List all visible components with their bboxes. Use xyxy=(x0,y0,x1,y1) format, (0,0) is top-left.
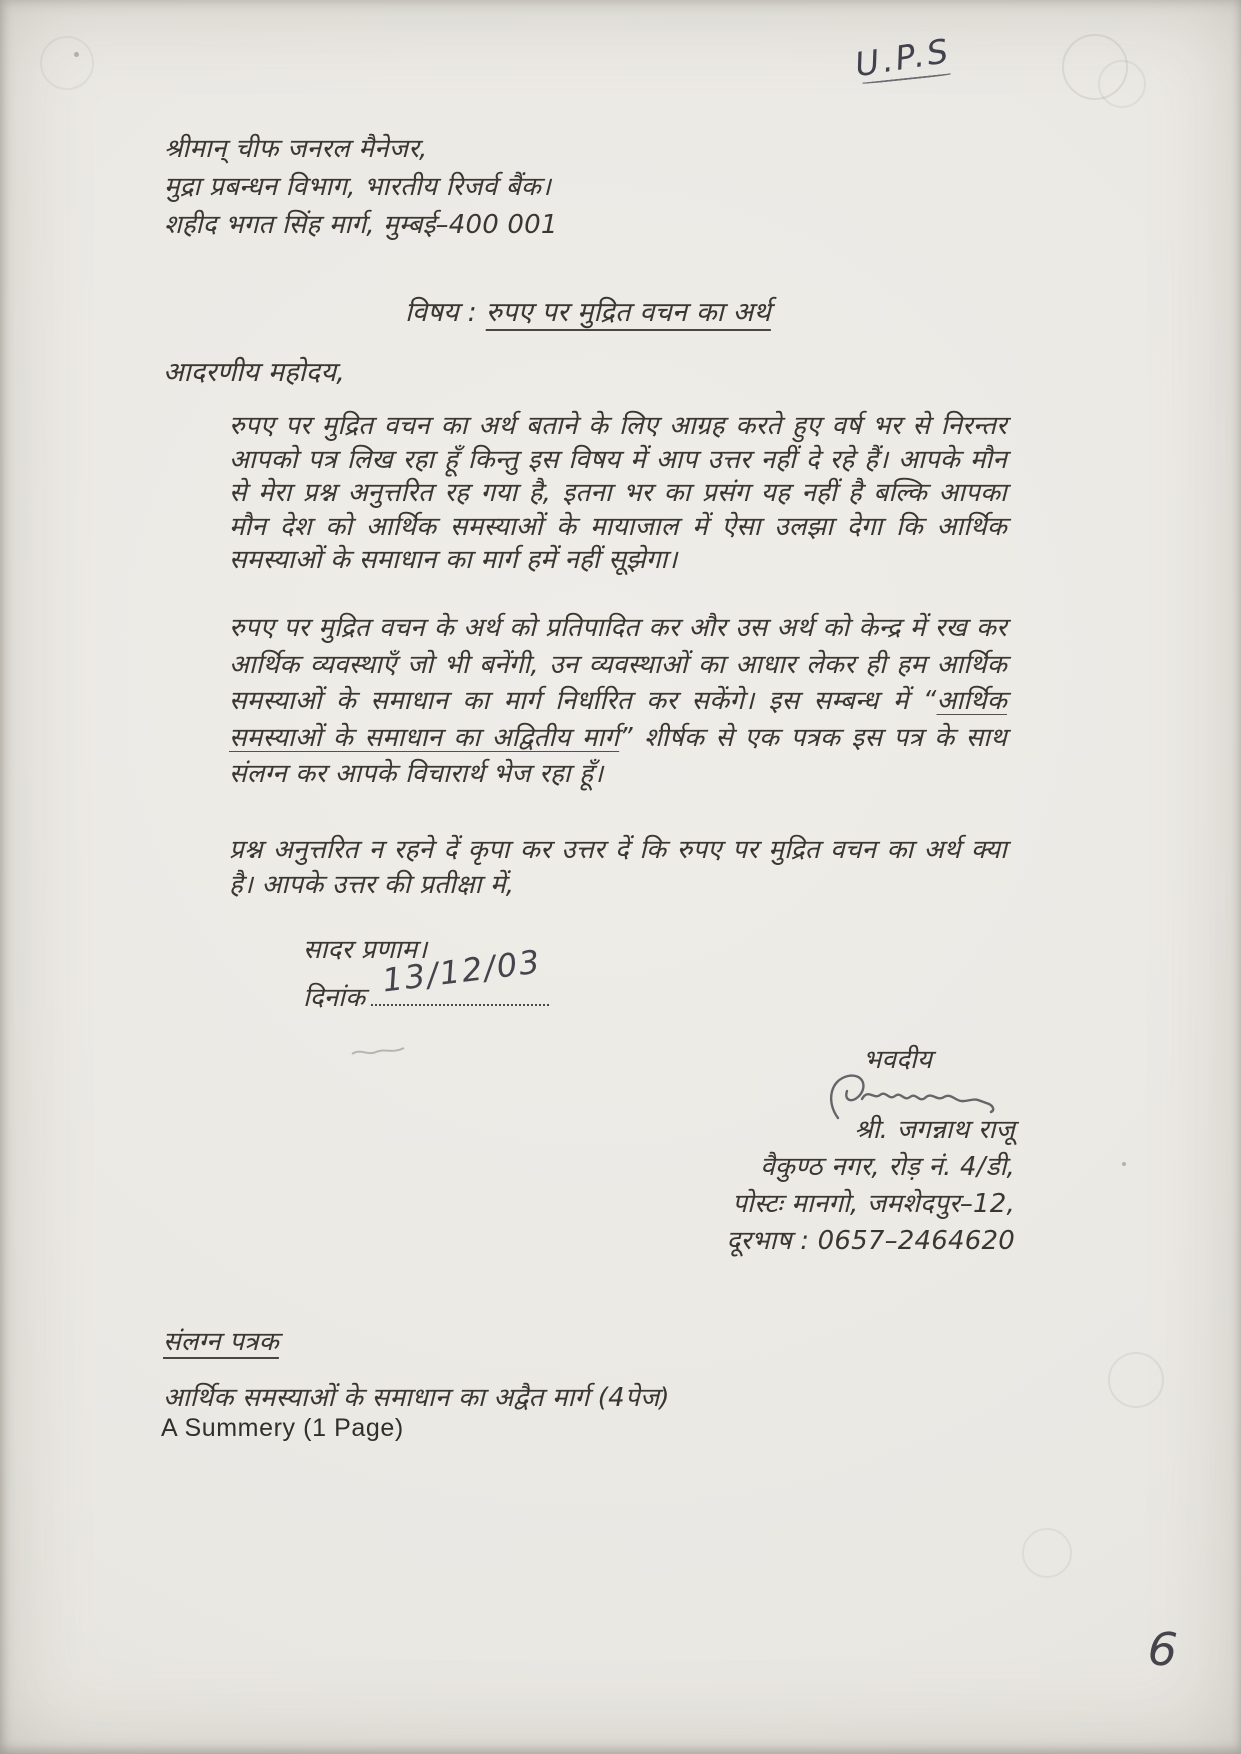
paragraph-2-text: रुपए पर मुद्रित वचन के अर्थ को प्रतिपादित कर और उस अर्थ को केन्द्र में रख कर आर्थिक व्यवस्थाएँ जो भी बनेंगी, उन व्यवस्थाओं का आधार लेकर ही हम आर्थिक समस्याओं के समाधान का मार्ग निर्धारित कर सकेंगे। इस सम्बन्ध में “ xyxy=(229,613,1007,716)
body-paragraph-3: प्रश्न अनुत्तरित न रहने दें कृपा कर उत्तर दें कि रुपए पर मुद्रित वचन का अर्थ क्या है। आपके उत्तर की प्रतीक्षा में, xyxy=(229,835,1007,900)
handwritten-date: 13/12/03 xyxy=(380,942,544,1000)
date-label: दिनांक xyxy=(303,983,366,1013)
sender-phone: दूरभाष : 0657–2464620 xyxy=(726,1226,1015,1256)
enclosure-item-2: A Summery (1 Page) xyxy=(161,1414,404,1442)
pen-smudge xyxy=(348,1042,408,1062)
subject-prefix: विषय : xyxy=(405,297,486,328)
faint-stamp-circle xyxy=(1108,1352,1164,1408)
body-paragraph-2 xyxy=(229,610,1007,793)
enclosure-item-1: आर्थिक समस्याओं के समाधान का अद्वैत मार्ग (4पेज) xyxy=(163,1383,670,1413)
subject-underlined-text: रुपए पर मुद्रित वचन का अर्थ xyxy=(485,297,771,328)
scan-speck xyxy=(74,52,79,57)
body-paragraph-1: रुपए पर मुद्रित वचन का अर्थ बताने के लिए आग्रह करते हुए वर्ष भर से निरन्तर आपको पत्र लिख रहा हूँ किन्तु इस विषय में आप उत्तर नहीं दे रहे हैं। आपके मौन से मेरा प्रश्न अनुत्तरित रह गया है, इतना भर का प्रसंग यह नहीं है बल्कि आपका मौन देश को आर्थिक समस्याओं के मायाजाल में ऐसा उलझा देगा कि आर्थिक समस्याओं के समाधान का मार्ग हमें नहीं सूझेगा। xyxy=(229,411,1007,575)
faint-stamp-circle xyxy=(1022,1528,1072,1578)
paragraph-2-underlined-title: आर्थिक समस्याओं के समाधान का अद्वितीय मार्ग xyxy=(229,686,1007,753)
recipient-line-3: शहीद भगत सिंह मार्ग, मुम्बई–400 001 xyxy=(164,210,558,240)
faint-stamp-circle xyxy=(1098,60,1146,108)
paragraph-2-text: ” शीर्षक से एक पत्रक इस पत्र के साथ संलग्न कर आपके विचारार्थ भेज रहा हूँ। xyxy=(229,722,1007,789)
recipient-line-2: मुद्रा प्रबन्धन विभाग, भारतीय रिजर्व बैंक। xyxy=(164,172,552,202)
handwritten-page-number: 6 xyxy=(1146,1621,1180,1677)
enclosure-heading: संलग्न पत्रक xyxy=(163,1327,279,1357)
subject-line xyxy=(405,292,771,329)
faint-stamp-circle xyxy=(40,36,94,90)
sender-block xyxy=(560,1112,1015,1260)
recipient-line-1: श्रीमान् चीफ जनरल मैनेजर, xyxy=(164,134,428,164)
recipient-address xyxy=(164,130,558,244)
sender-name: श्री. जगन्नाथ राजू xyxy=(854,1115,1015,1145)
handwritten-ups-note: U.P.S xyxy=(852,31,954,88)
sender-address-line-2: पोस्टः मानगो, जमशेदपुर–12, xyxy=(732,1189,1015,1219)
closing-salute: सादर प्रणाम। xyxy=(303,935,428,965)
valediction: भवदीय xyxy=(863,1045,933,1075)
sender-address-line-1: वैकुण्ठ नगर, रोड़ नं. 4/डी, xyxy=(760,1152,1015,1182)
salutation: आदरणीय महोदय, xyxy=(163,357,345,388)
scan-speck xyxy=(1122,1162,1126,1166)
